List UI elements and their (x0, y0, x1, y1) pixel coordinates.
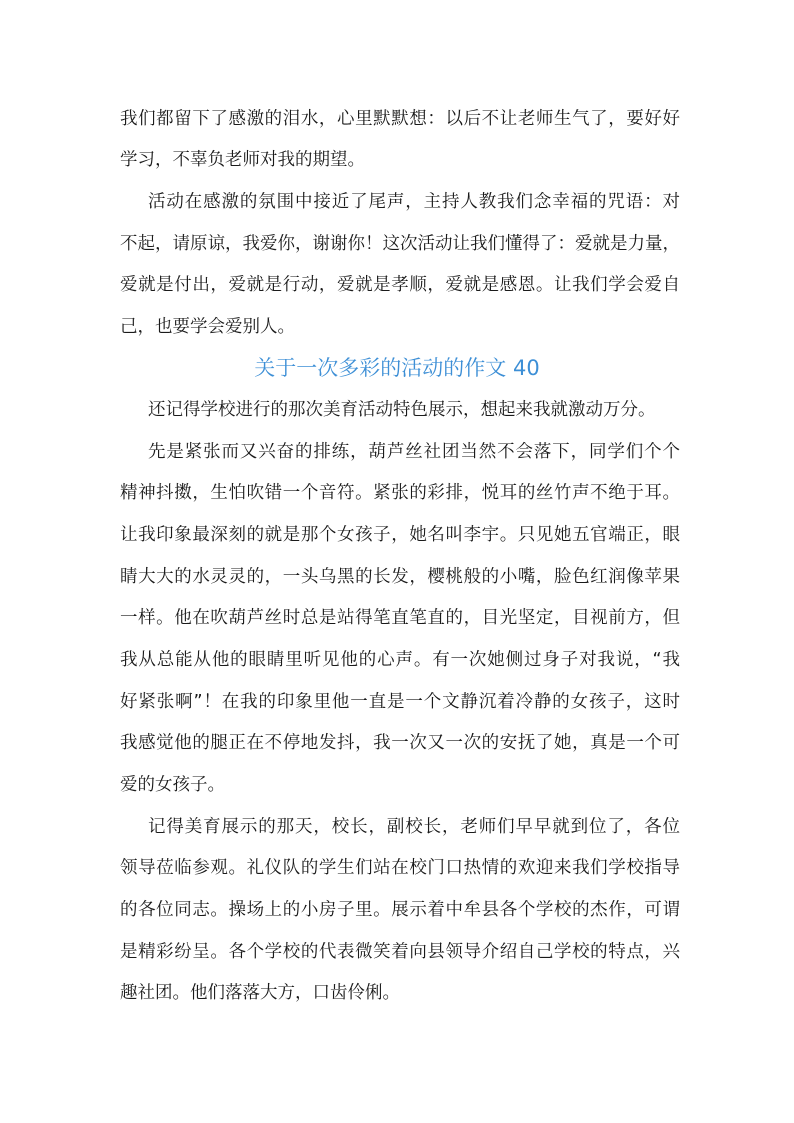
paragraph-line: 好紧张啊”！在我的印象里他一直是一个文静沉着冷静的女孩子，这时 (120, 692, 680, 712)
section-heading: 关于一次多彩的活动的作文 40 (254, 356, 540, 380)
paragraph-line: 领导莅临参观。礼仪队的学生们站在校门口热情的欢迎来我们学校指导 (120, 858, 680, 878)
paragraph-line: 我从总能从他的眼睛里听见他的心声。有一次她侧过身子对我说，“我 (120, 650, 680, 670)
paragraph-line: 是精彩纷呈。各个学校的代表微笑着向县领导介绍自己学校的特点，兴 (120, 942, 680, 962)
paragraph-line: 一样。他在吹葫芦丝时总是站得笔直笔直的，目光坚定，目视前方，但 (120, 608, 680, 628)
paragraph-line: 学习，不辜负老师对我的期望。 (120, 150, 365, 170)
paragraph-line: 己，也要学会爱别人。 (120, 317, 295, 337)
paragraph-line: 的各位同志。操场上的小房子里。展示着中牟县各个学校的杰作，可谓 (120, 900, 680, 920)
paragraph-line: 趣社团。他们落落大方，口齿伶俐。 (120, 983, 400, 1003)
paragraph-line: 我感觉他的腿正在不停地发抖，我一次又一次的安抚了她，真是一个可 (120, 733, 680, 753)
paragraph-line: 先是紧张而又兴奋的排练，葫芦丝社团当然不会落下，同学们个个 (148, 442, 680, 462)
paragraph-line: 精神抖擞，生怕吹错一个音符。紧张的彩排，悦耳的丝竹声不绝于耳。 (120, 483, 680, 503)
paragraph-line: 不起，请原谅，我爱你，谢谢你！这次活动让我们懂得了：爱就是力量， (120, 234, 680, 254)
paragraph-line: 让我印象最深刻的就是那个女孩子，她名叫李宇。只见她五官端正，眼 (120, 525, 680, 545)
paragraph-line: 爱的女孩子。 (120, 775, 225, 795)
paragraph-line: 还记得学校进行的那次美育活动特色展示，想起来我就激动万分。 (148, 400, 656, 420)
paragraph-line: 睛大大的水灵灵的，一头乌黑的长发，樱桃般的小嘴，脸色红润像苹果 (120, 567, 680, 587)
paragraph-line: 我们都留下了感激的泪水，心里默默想：以后不让老师生气了，要好好 (120, 109, 680, 129)
paragraph-line: 活动在感激的氛围中接近了尾声，主持人教我们念幸福的咒语：对 (148, 192, 680, 212)
paragraph-line: 记得美育展示的那天，校长，副校长，老师们早早就到位了，各位 (148, 817, 680, 837)
paragraph-line: 爱就是付出，爱就是行动，爱就是孝顺，爱就是感恩。让我们学会爱自 (120, 275, 680, 295)
